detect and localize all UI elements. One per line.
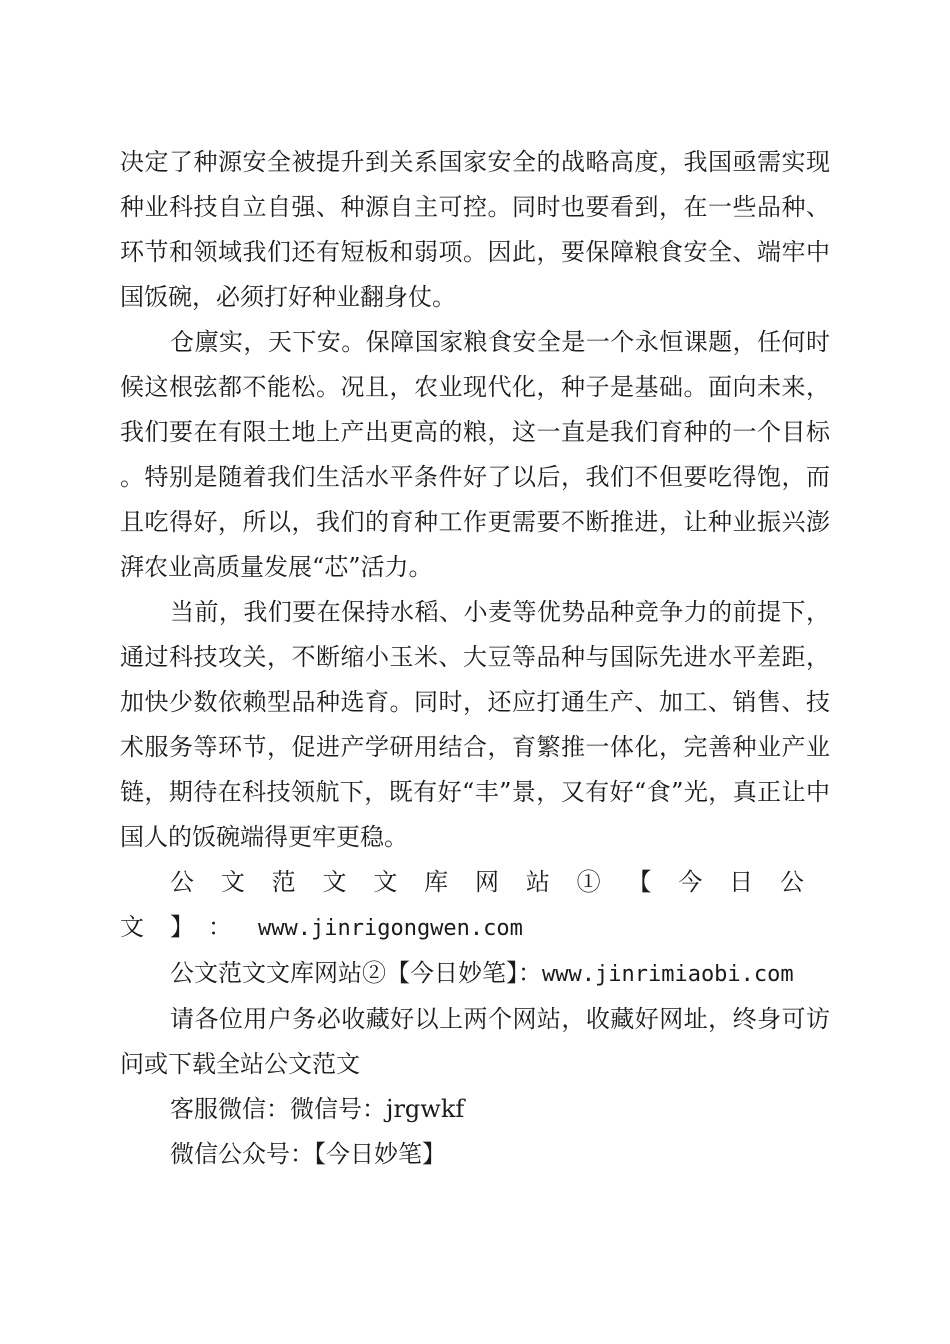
- notice-text: 请各位用户务必收藏好以上两个网站，收藏好网址，终身可访问或下载全站公文范文: [120, 1005, 830, 1078]
- service-wechat: 客服微信：微信号：jrgwkf: [170, 1095, 465, 1123]
- official-account: 微信公众号：【今日妙笔】: [170, 1140, 446, 1168]
- site1-url[interactable]: www.jinrigongwen.com: [258, 916, 523, 941]
- paragraph-1: 决定了种源安全被提升到关系国家安全的战略高度，我国亟需实现种业科技自立自强、种源自主可控。同时也要看到，在一些品种、环节和领域我们还有短板和弱项。因此，要保障粮食安全、端牢中国饭碗，必须打好种业翻身仗。: [120, 148, 830, 311]
- site2-label: 公文范文文库网站②【今日妙笔】：: [170, 959, 542, 987]
- site2-line: [120, 951, 830, 997]
- site1-line: [120, 860, 830, 951]
- site1-label: 公文范文文库网站①【今日公文】：: [120, 868, 830, 941]
- site2-url[interactable]: www.jinrimiaobi.com: [542, 962, 794, 987]
- document-page: [120, 140, 830, 1177]
- paragraph-3: 当前，我们要在保持水稻、小麦等优势品种竞争力的前提下，通过科技攻关，不断缩小玉米、大豆等品种与国际先进水平差距，加快少数依赖型品种选育。同时，还应打通生产、加工、销售、技术服务等环节，促进产学研用结合，育繁推一体化，完善种业产业链，期待在科技领航下，既有好“丰”景，又有好“食”光，真正让中国人的饭碗端得更牢更稳。: [120, 598, 830, 851]
- paragraph-2: 仓廪实，天下安。保障国家粮食安全是一个永恒课题，任何时候这根弦都不能松。况且，农业现代化，种子是基础。面向未来，我们要在有限土地上产出更高的粮，这一直是我们育种的一个目标。特别是随着我们生活水平条件好了以后，我们不但要吃得饱，而且吃得好，所以，我们的育种工作更需要不断推进，让种业振兴澎湃农业高质量发展“芯”活力。: [120, 328, 830, 581]
